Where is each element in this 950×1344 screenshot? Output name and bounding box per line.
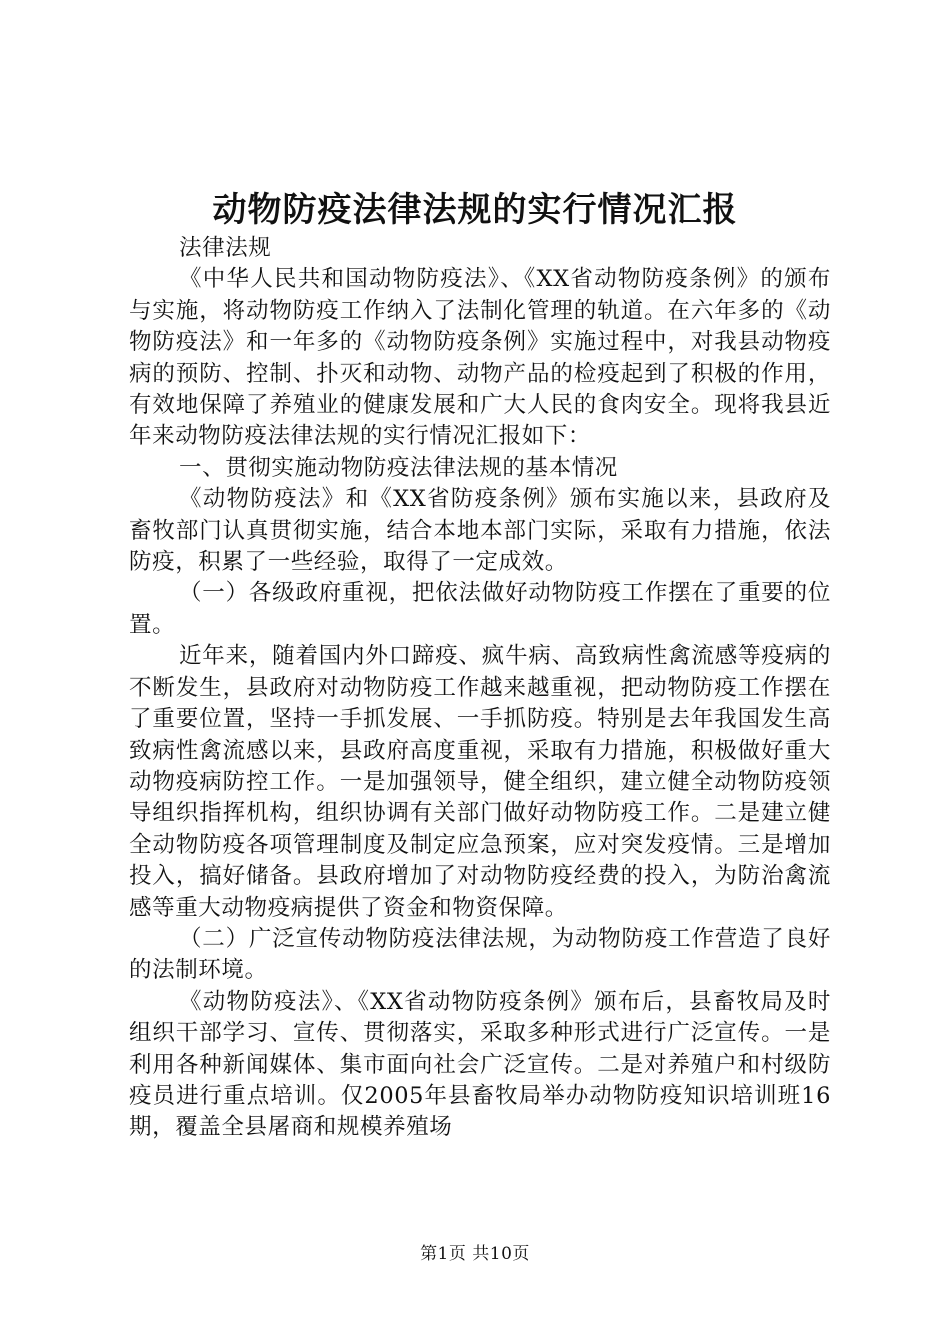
paragraph-implementation: 《动物防疫法》和《XX省防疫条例》颁布实施以来，县政府及畜牧部门认真贯彻实施，结合本地本部门实际，采取有力措施，依法防疫，积累了一些经验，取得了一定成效。 bbox=[129, 486, 831, 576]
paragraph-section-label: 法律法规 bbox=[179, 235, 272, 261]
document-body bbox=[129, 233, 831, 1144]
paragraph-publicity: 《动物防疫法》、《XX省动物防疫条例》颁布后，县畜牧局及时组织干部学习、宣传、贯彻落实，采取多种形式进行广泛宣传。一是利用各种新闻媒体、集市面向社会广泛宣传。二是对养殖户和村级防疫员进行重点培训。仅2005年县畜牧局举办动物防疫知识培训班16期，覆盖全县屠商和规模养殖场 bbox=[129, 988, 831, 1141]
page-footer: 第1页 共10页 bbox=[420, 1244, 530, 1264]
heading-section-one: 一、贯彻实施动物防疫法律法规的基本情况 bbox=[179, 454, 618, 481]
document-title: 动物防疫法律法规的实行情况汇报 bbox=[212, 190, 738, 230]
paragraph-government-attention: 近年来，随着国内外口蹄疫、疯牛病、高致病性禽流感等疫病的不断发生，县政府对动物防疫工作越来越重视，把动物防疫工作摆在了重要位置，坚持一手抓发展、一手抓防疫。特别是去年我国发生高致病性禽流感以来，县政府高度重视，采取有力措施，积极做好重大动物疫病防控工作。一是加强领导，健全组织，建立健全动物防疫领导组织指挥机构，组织协调有关部门做好动物防疫工作。二是建立健全动物防疫各项管理制度及制定应急预案，应对突发疫情。三是增加投入，搞好储备。县政府增加了对动物防疫经费的投入，为防治禽流感等重大动物疫病提供了资金和物资保障。 bbox=[129, 643, 831, 921]
heading-subsection-one: （一）各级政府重视，把依法做好动物防疫工作摆在了重要的位置。 bbox=[129, 580, 831, 638]
paragraph-intro: 《中华人民共和国动物防疫法》、《XX省动物防疫条例》的颁布与实施，将动物防疫工作纳入了法制化管理的轨道。在六年多的《动物防疫法》和一年多的《动物防疫条例》实施过程中，对我县动物疫病的预防、控制、扑灭和动物、动物产品的检疫起到了积极的作用，有效地保障了养殖业的健康发展和广大人民的食肉安全。现将我县近年来动物防疫法律法规的实行情况汇报如下： bbox=[129, 266, 831, 450]
heading-subsection-two: （二）广泛宣传动物防疫法律法规，为动物防疫工作营造了良好的法制环境。 bbox=[129, 925, 831, 984]
